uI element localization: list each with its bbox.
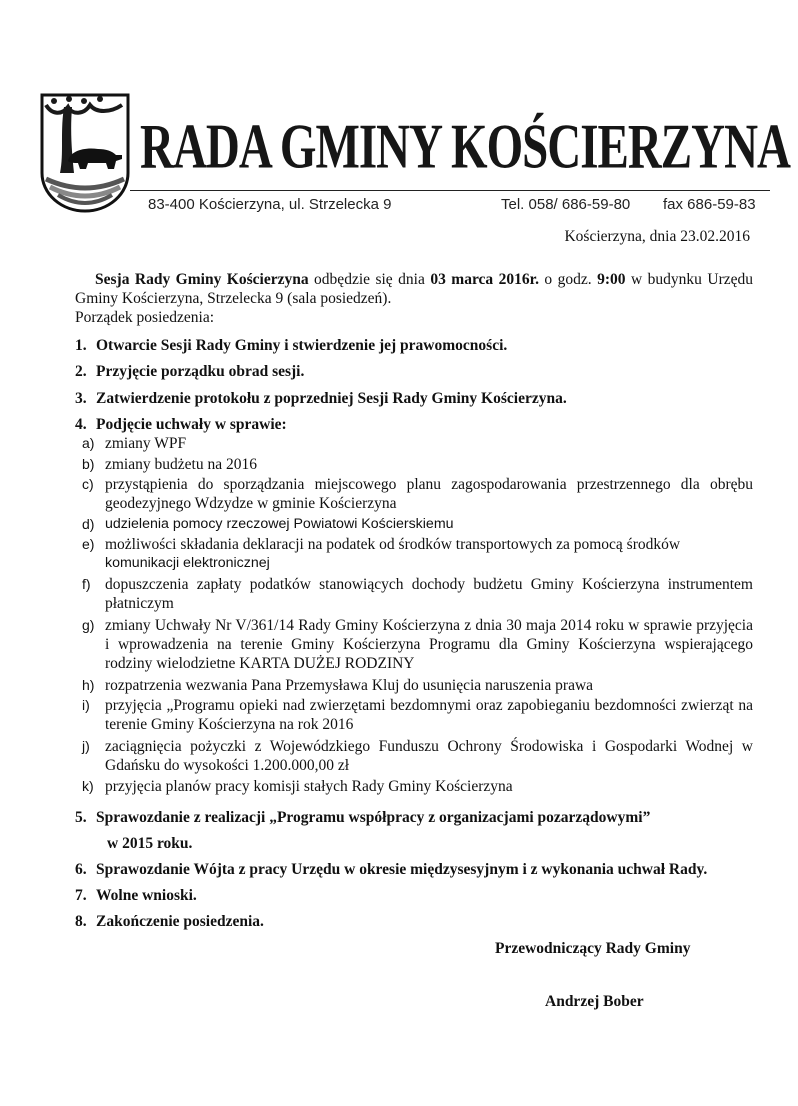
session-time: 9:00 (597, 271, 626, 288)
agenda-subitem-j: j) zaciągnięcia pożyczki z Wojewódzkiego Funduszu Ochrony Środowiska i Gospodarki Wodnej w Gdańsku do wysokości 1.200.000,00 zł (82, 738, 753, 774)
agenda-subitem-i: i) przyjęcia „Programu opieki nad zwierzętami bezdomnymi oraz zapobieganiu bezdomności zwierząt na terenie Gminy Kościerzyna na rok 2016 (82, 697, 753, 733)
coat-of-arms-logo (40, 93, 130, 213)
place-date: Kościerzyna, dnia 23.02.2016 (564, 228, 750, 245)
session-intro (75, 270, 753, 327)
signature-role: Przewodniczący Rady Gminy (495, 940, 691, 957)
agenda-subitem-c: c) przystąpienia do sporządzania miejscowego planu zagospodarowania przestrzennego dla obrębu geodezyjnego Wdzydze w gminie Kościerzyna (82, 476, 753, 512)
agenda-item-3: 3. Zatwierdzenie protokołu z poprzedniej Sesji Rady Gminy Kościerzyna. (75, 390, 567, 407)
signature-name: Andrzej Bober (545, 993, 644, 1010)
agenda-subitem-h: h) rozpatrzenia wezwania Pana Przemysława Kluj do usunięcia naruszenia prawa (82, 677, 594, 694)
agenda-item-4: 4. Podjęcie uchwały w sprawie: (75, 416, 287, 433)
session-announcement: Sesja Rady Gminy Kościerzyna odbędzie się dnia 03 marca 2016r. o godz. 9:00 w budynku Urzędu Gminy Kościerzyna, Strzelecka 9 (sala posiedzeń). (75, 271, 753, 307)
agenda-item-7: 7. Wolne wnioski. (75, 887, 197, 904)
session-date: 03 marca 2016r. (430, 271, 539, 288)
agenda-subitem-b: b) zmiany budżetu na 2016 (82, 456, 257, 473)
agenda-subitem-d: d) udzielenia pomocy rzeczowej Powiatowi Kościerskiemu (82, 516, 454, 532)
agenda-subitem-g: g) zmiany Uchwały Nr V/361/14 Rady Gminy Kościerzyna z dnia 30 maja 2014 roku w sprawie przyjęcia i wprowadzenia na terenie Gminy Kościerzyna Programu dla Gminy Kościerzyna wspierającego rodziny wielodzietne KARTA DUŻEJ RODZINY (82, 617, 753, 672)
agenda-item-6: 6. Sprawozdanie Wójta z pracy Urzędu w okresie międzysesyjnym i z wykonania uchwał Rady. (75, 861, 708, 878)
agenda-item-1: 1. Otwarcie Sesji Rady Gminy i stwierdzenie jej prawomocności. (75, 337, 508, 354)
address: 83-400 Kościerzyna, ul. Strzelecka 9 (148, 196, 392, 213)
header-divider (130, 190, 770, 191)
session-name: Sesja Rady Gminy Kościerzyna (95, 271, 309, 288)
agenda-subitem-f: f) dopuszczenia zapłaty podatków stanowiących dochody budżetu Gminy Kościerzyna instrumentem płatniczym (82, 576, 753, 612)
fax: fax 686-59-83 (663, 196, 756, 213)
agenda-heading: Porządek posiedzenia: (75, 309, 215, 326)
agenda-subitem-e: e) możliwości składania deklaracji na podatek od środków transportowych za pomocą środków komunikacji elektronicznej (82, 536, 681, 571)
agenda-item-5: 5. Sprawozdanie z realizacji „Programu współpracy z organizacjami pozarządowymi” (75, 809, 651, 826)
agenda-item-8: 8. Zakończenie posiedzenia. (75, 913, 264, 930)
agenda-item-5-continuation: w 2015 roku. (107, 835, 193, 852)
agenda-item-2: 2. Przyjęcie porządku obrad sesji. (75, 363, 305, 380)
council-title: RADA GMINY KOŚCIERZYNA (140, 111, 790, 183)
phone: Tel. 058/ 686-59-80 (501, 196, 631, 213)
agenda-subitem-a: a) zmiany WPF (82, 435, 187, 452)
agenda-subitem-k: k) przyjęcia planów pracy komisji stałych Rady Gminy Kościerzyna (82, 778, 513, 795)
